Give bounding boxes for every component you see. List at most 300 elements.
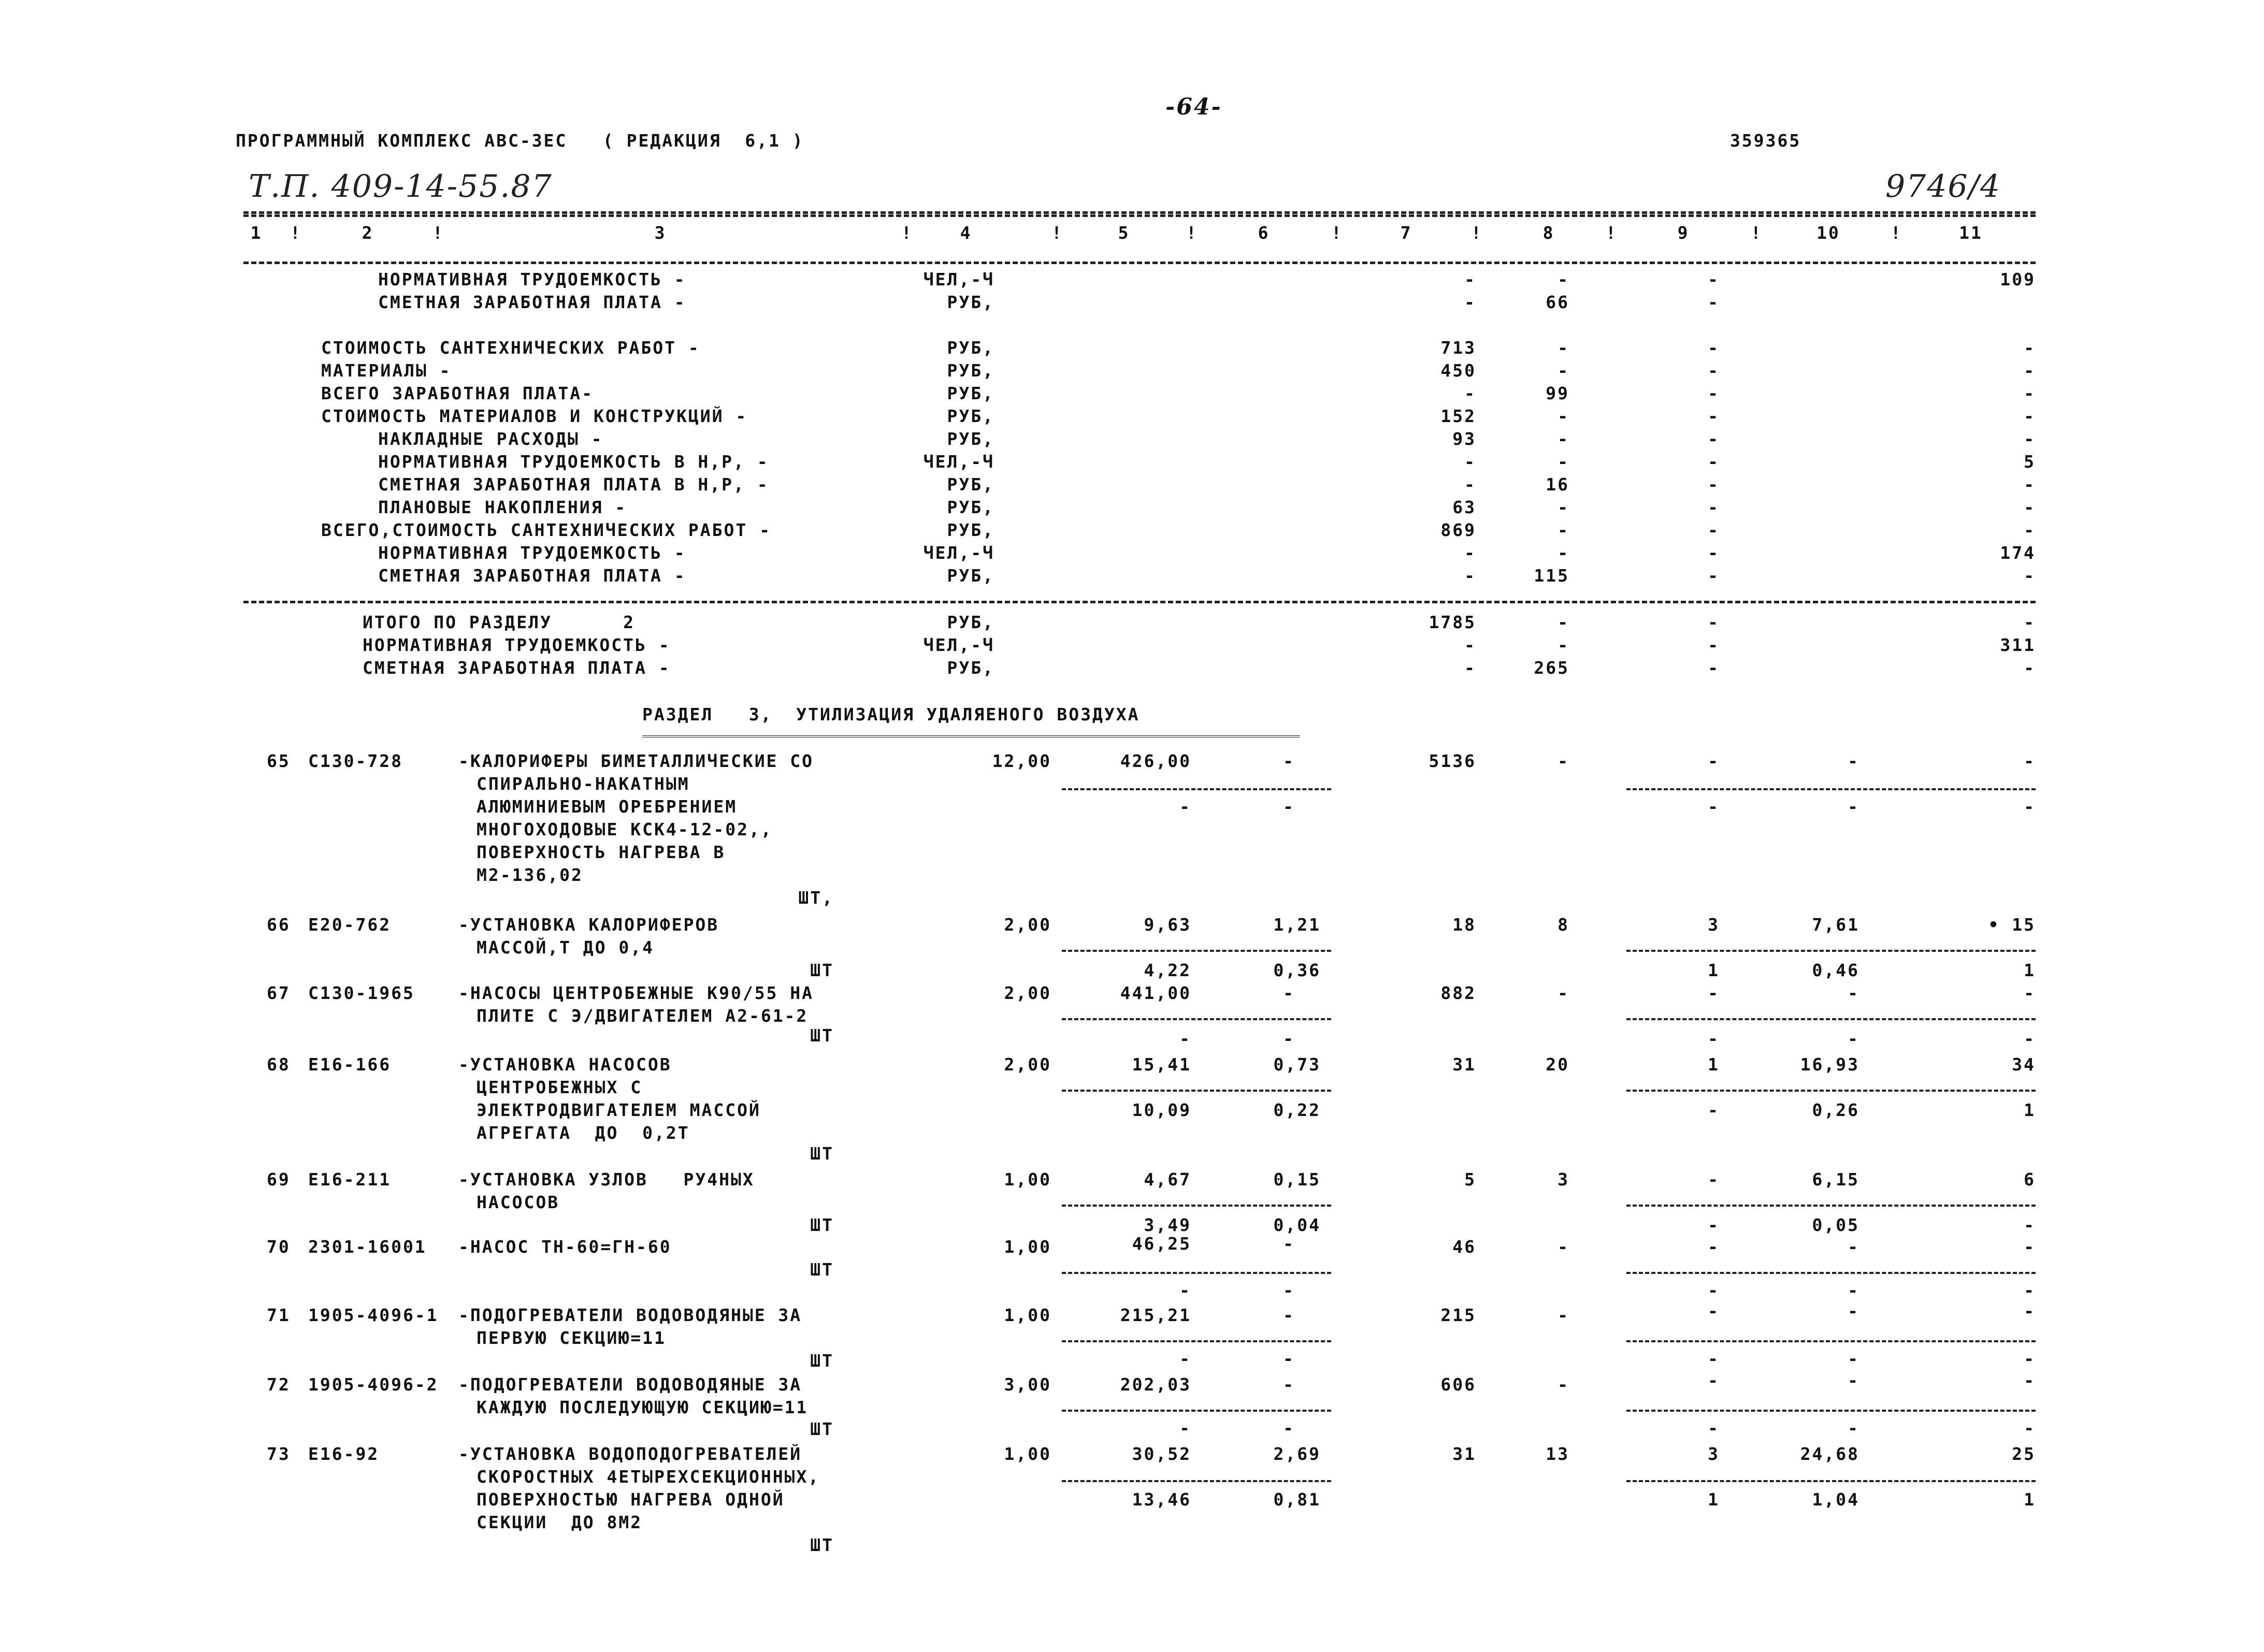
cost-c7: 63	[1452, 497, 1476, 517]
cost-c9: -	[1708, 452, 1720, 472]
program-title: ПРОГРАММНЫЙ КОМПЛЕКС АВС-3ЕС ( РЕДАКЦИЯ 6,1 )	[236, 131, 804, 151]
row-desc-line: -НАСОСЫ ЦЕНТРОБЕЖНЫЕ К90/55 НА	[458, 983, 814, 1003]
cost-unit: РУБ,	[947, 406, 994, 426]
row-c5: 46,25	[1132, 1234, 1191, 1254]
column-header: 11	[1959, 223, 1983, 243]
cost-c8: -	[1558, 452, 1569, 472]
row-desc-line: НАСОСОВ	[477, 1192, 560, 1212]
cost-label: НОРМАТИВНАЯ ТРУДОЕМКОСТЬ -	[378, 543, 686, 563]
row-c6b: -	[1283, 796, 1295, 817]
row-c11b: -	[2024, 1349, 2036, 1369]
row-number: 71	[267, 1305, 291, 1325]
cost-c9: -	[1708, 566, 1720, 586]
cost-c11: -	[2024, 566, 2036, 586]
cost-unit: РУБ,	[947, 474, 994, 495]
row-number: 72	[267, 1374, 291, 1395]
row-unit: ШТ	[810, 1215, 834, 1235]
column-sep: !	[1606, 223, 1618, 243]
row-c9: -	[1708, 751, 1720, 771]
cost-c11: 174	[2000, 543, 2036, 563]
row-c9b: -	[1708, 1028, 1720, 1049]
total-label: ИТОГО ПО РАЗДЕЛУ 2	[363, 612, 635, 632]
cost-c7: -	[1464, 383, 1476, 403]
document-code: 359365	[1730, 131, 1801, 151]
row-c10b: -	[1848, 796, 1859, 817]
total-c9: -	[1708, 612, 1720, 632]
row-unit: ШТ	[810, 1025, 834, 1046]
cost-unit: РУБ,	[947, 383, 994, 403]
row-c10b: 1,04	[1812, 1489, 1859, 1510]
row-subrule	[1626, 950, 2036, 952]
row-subrule	[1062, 1272, 1331, 1274]
row-c6b: 0,22	[1273, 1100, 1321, 1120]
row-desc-line: -УСТАНОВКА НАСОСОВ	[458, 1054, 672, 1075]
cost-c8: -	[1558, 360, 1569, 381]
row-desc-line: -КАЛОРИФЕРЫ БИМЕТАЛЛИЧЕСКИЕ СО	[458, 751, 814, 771]
cost-c8: -	[1558, 497, 1569, 517]
header-top-rule-2	[243, 214, 2036, 217]
total-c7: 1785	[1429, 612, 1476, 632]
total-label: НОРМАТИВНАЯ ТРУДОЕМКОСТЬ -	[363, 635, 671, 655]
summary-c7: -	[1464, 269, 1476, 289]
header-bottom-rule	[243, 262, 2036, 264]
row-desc-line: -УСТАНОВКА КАЛОРИФЕРОВ	[458, 915, 719, 935]
row-c10b: 0,46	[1812, 960, 1859, 980]
cost-label: СМЕТНАЯ ЗАРАБОТНАЯ ПЛАТА -	[378, 566, 686, 586]
row-code: Е16-211	[308, 1169, 392, 1190]
cost-unit: ЧЕЛ,-Ч	[923, 452, 994, 472]
row-c5b: 3,49	[1144, 1215, 1191, 1235]
cost-unit: РУБ,	[947, 520, 994, 540]
row-c6: -	[1283, 1374, 1295, 1395]
row-c5b: 10,09	[1132, 1100, 1191, 1120]
row-c11: -	[2024, 1237, 2036, 1257]
row-c5: 15,41	[1132, 1054, 1191, 1075]
column-header: 2	[362, 223, 374, 243]
row-desc-line: АГРЕГАТА ДО 0,2Т	[477, 1123, 690, 1143]
row-c4: 2,00	[1004, 1054, 1051, 1075]
total-c8: -	[1558, 635, 1569, 655]
cost-c11: -	[2024, 497, 2036, 517]
row-c4: 3,00	[1004, 1374, 1051, 1395]
row-desc-line: ПОВЕРХНОСТЬЮ НАГРЕВА ОДНОЙ	[477, 1489, 785, 1510]
cost-c9: -	[1708, 429, 1720, 449]
row-desc-line: -НАСОС ТН-60=ГН-60	[458, 1237, 672, 1257]
row-c7: 5	[1464, 1169, 1476, 1190]
row-subrule	[1062, 788, 1331, 790]
section-title: РАЗДЕЛ 3, УТИЛИЗАЦИЯ УДАЛЯЕНОГО ВОЗДУХА	[642, 704, 1140, 724]
column-sep: !	[290, 223, 302, 243]
cost-c7: -	[1464, 566, 1476, 586]
cost-c9: -	[1708, 338, 1720, 358]
cost-c9: -	[1708, 474, 1720, 495]
row-subrule	[1626, 1480, 2036, 1482]
cost-c7: 93	[1452, 429, 1476, 449]
row-c6b: -	[1283, 1280, 1295, 1300]
cost-label: ПЛАНОВЫЕ НАКОПЛЕНИЯ -	[378, 497, 627, 517]
row-subrule	[1062, 1090, 1331, 1092]
cost-c8: -	[1558, 520, 1569, 540]
row-c8: -	[1558, 751, 1569, 771]
row-desc-line: ЦЕНТРОБЕЖНЫХ С	[477, 1077, 643, 1097]
total-c11: -	[2024, 658, 2036, 678]
column-header: 10	[1816, 223, 1840, 243]
row-subrule	[1626, 1205, 2036, 1207]
row-c6: 0,73	[1273, 1054, 1321, 1075]
row-c9: -	[1708, 1301, 1720, 1321]
row-c5b: 13,46	[1132, 1489, 1191, 1510]
row-c6: -	[1283, 1234, 1295, 1254]
row-c7: 606	[1440, 1374, 1476, 1395]
column-header: 3	[654, 223, 667, 243]
column-header: 7	[1400, 223, 1412, 243]
cost-c7: -	[1464, 474, 1476, 495]
cost-c11: 5	[2024, 452, 2036, 472]
row-desc-line: СПИРАЛЬНО-НАКАТНЫМ	[477, 774, 690, 794]
row-desc-line: ЭЛЕКТРОДВИГАТЕЛЕМ МАССОЙ	[477, 1100, 761, 1120]
column-header: 5	[1118, 223, 1130, 243]
cost-c8: -	[1558, 338, 1569, 358]
row-c9b: -	[1708, 796, 1720, 817]
cost-c9: -	[1708, 520, 1720, 540]
column-sep: !	[1186, 223, 1198, 243]
row-code: 1905-4096-1	[308, 1305, 439, 1325]
row-c11: • 15	[1988, 915, 2036, 935]
total-c7: -	[1464, 635, 1476, 655]
project-number-handwritten: Т.П. 409-14-55.87	[249, 168, 553, 205]
row-desc-line: МНОГОХОДОВЫЕ КСК4-12-02,,	[477, 819, 773, 839]
row-c6: -	[1283, 751, 1295, 771]
cost-unit: РУБ,	[947, 429, 994, 449]
row-subrule	[1626, 1340, 2036, 1342]
row-c10: -	[1848, 1370, 1859, 1390]
row-c10b: -	[1848, 1418, 1859, 1438]
row-c8: -	[1558, 1305, 1569, 1325]
row-c6b: -	[1283, 1028, 1295, 1049]
row-c8: 13	[1546, 1444, 1569, 1464]
cost-label: ВСЕГО ЗАРАБОТНАЯ ПЛАТА-	[321, 383, 594, 403]
row-subrule	[1626, 1090, 2036, 1092]
row-c6: 1,21	[1273, 915, 1321, 935]
row-c9: -	[1708, 1370, 1720, 1390]
row-c4: 1,00	[1004, 1169, 1051, 1190]
total-c9: -	[1708, 635, 1720, 655]
cost-label: СМЕТНАЯ ЗАРАБОТНАЯ ПЛАТА В Н,Р, -	[378, 474, 769, 495]
row-c5: 4,67	[1144, 1169, 1191, 1190]
row-desc-line: СКОРОСТНЫХ 4ЕТЫРЕХСЕКЦИОННЫХ,	[477, 1467, 820, 1487]
row-c7: 215	[1440, 1305, 1476, 1325]
row-c6: -	[1283, 983, 1295, 1003]
row-number: 66	[267, 915, 291, 935]
header-top-rule	[243, 211, 2036, 214]
cost-c8: -	[1558, 406, 1569, 426]
row-unit: ШТ	[810, 1535, 834, 1555]
row-c10: -	[1848, 983, 1859, 1003]
row-c9: -	[1708, 1237, 1720, 1257]
row-c10: -	[1848, 1237, 1859, 1257]
cost-c11: -	[2024, 474, 2036, 495]
row-unit: ШТ	[810, 1419, 834, 1439]
row-subrule	[1626, 1272, 2036, 1274]
cost-c8: 16	[1546, 474, 1569, 495]
row-c5: 30,52	[1132, 1444, 1191, 1464]
row-number: 68	[267, 1054, 291, 1075]
row-c8: 3	[1558, 1169, 1569, 1190]
row-c11: -	[2024, 751, 2036, 771]
row-c7: 31	[1452, 1054, 1476, 1075]
row-c6: 0,15	[1273, 1169, 1321, 1190]
row-c9b: -	[1708, 1100, 1720, 1120]
row-subrule	[1626, 788, 2036, 790]
cost-c11: -	[2024, 383, 2036, 403]
row-c5b: -	[1179, 1349, 1191, 1369]
row-number: 73	[267, 1444, 291, 1464]
cost-c7: 450	[1440, 360, 1476, 381]
row-c10: -	[1848, 1301, 1859, 1321]
total-unit: РУБ,	[947, 658, 994, 678]
summary-c8: -	[1558, 269, 1569, 289]
row-c10b: 0,05	[1812, 1215, 1859, 1235]
summary-unit: РУБ,	[947, 292, 994, 312]
row-c9: 3	[1708, 915, 1720, 935]
row-c9b: -	[1708, 1349, 1720, 1369]
total-c8: 265	[1534, 658, 1569, 678]
cost-unit: РУБ,	[947, 360, 994, 381]
total-unit: РУБ,	[947, 612, 994, 632]
row-c11b: 1	[2024, 960, 2036, 980]
cost-c7: 713	[1440, 338, 1476, 358]
summary-unit: ЧЕЛ,-Ч	[923, 269, 994, 289]
cost-c7: -	[1464, 543, 1476, 563]
row-desc-line: -УСТАНОВКА ВОДОПОДОГРЕВАТЕЛЕЙ	[458, 1444, 802, 1464]
cost-c9: -	[1708, 383, 1720, 403]
cost-c11: -	[2024, 429, 2036, 449]
row-desc-line: КАЖДУЮ ПОСЛЕДУЮЩУЮ СЕКЦИЮ=11	[477, 1397, 809, 1417]
row-c4: 1,00	[1004, 1444, 1051, 1464]
row-subrule	[1062, 1480, 1331, 1482]
row-unit: ШТ	[810, 1143, 834, 1164]
row-c7: 46	[1452, 1237, 1476, 1257]
row-c5: 215,21	[1120, 1305, 1191, 1325]
row-c11b: -	[2024, 1418, 2036, 1438]
row-desc-line: ПЕРВУЮ СЕКЦИЮ=11	[477, 1328, 666, 1348]
row-unit: ШТ	[810, 960, 834, 980]
row-code: С130-1965	[308, 983, 415, 1003]
row-c10b: -	[1848, 1280, 1859, 1300]
row-code: 2301-16001	[308, 1237, 427, 1257]
row-c10: 16,93	[1800, 1054, 1859, 1075]
row-c6b: -	[1283, 1349, 1295, 1369]
row-c10: 7,61	[1812, 915, 1859, 935]
column-sep: !	[432, 223, 444, 243]
row-c5b: -	[1179, 1028, 1191, 1049]
section-title-underline	[642, 735, 1300, 737]
cost-unit: РУБ,	[947, 566, 994, 586]
summary-label: НОРМАТИВНАЯ ТРУДОЕМКОСТЬ -	[378, 269, 686, 289]
column-header: 8	[1542, 223, 1555, 243]
row-c8: 20	[1546, 1054, 1569, 1075]
total-unit: ЧЕЛ,-Ч	[923, 635, 994, 655]
row-c11: -	[2024, 983, 2036, 1003]
row-number: 69	[267, 1169, 291, 1190]
row-c9: -	[1708, 1169, 1720, 1190]
row-c11: 25	[2012, 1444, 2036, 1464]
row-c11: -	[2024, 1301, 2036, 1321]
row-c5b: -	[1179, 1280, 1191, 1300]
summary-c11: 109	[2000, 269, 2036, 289]
row-c7: 18	[1452, 915, 1476, 935]
row-c11b: 1	[2024, 1100, 2036, 1120]
row-code: 1905-4096-2	[308, 1374, 439, 1395]
row-c5b: -	[1179, 796, 1191, 817]
row-c5b: -	[1179, 1418, 1191, 1438]
row-c6: -	[1283, 1305, 1295, 1325]
row-desc-line: ПЛИТЕ С Э/ДВИГАТЕЛЕМ А2-61-2	[477, 1006, 809, 1026]
row-c4: 2,00	[1004, 983, 1051, 1003]
cost-c9: -	[1708, 360, 1720, 381]
row-c11: 6	[2024, 1169, 2036, 1190]
row-c5: 441,00	[1120, 983, 1191, 1003]
row-number: 70	[267, 1237, 291, 1257]
row-c10b: -	[1848, 1349, 1859, 1369]
column-header: 4	[960, 223, 972, 243]
row-c4: 12,00	[992, 751, 1051, 771]
row-c9b: -	[1708, 1215, 1720, 1235]
row-desc-line: -ПОДОГРЕВАТЕЛИ ВОДОВОДЯНЫЕ ЗА	[458, 1374, 802, 1395]
row-c8: 8	[1558, 915, 1569, 935]
row-desc-line: -УСТАНОВКА УЗЛОВ РУ4НЫХ	[458, 1169, 755, 1190]
row-c10: -	[1848, 751, 1859, 771]
cost-unit: РУБ,	[947, 497, 994, 517]
row-c4: 1,00	[1004, 1305, 1051, 1325]
column-sep: !	[1331, 223, 1343, 243]
cost-c11: -	[2024, 360, 2036, 381]
cost-label: НАКЛАДНЫЕ РАСХОДЫ -	[378, 429, 603, 449]
row-code: Е16-166	[308, 1054, 392, 1075]
total-c8: -	[1558, 612, 1569, 632]
row-desc-line: М2-136,02	[477, 865, 583, 885]
row-c4: 1,00	[1004, 1237, 1051, 1257]
summary-c9: -	[1708, 292, 1720, 312]
cost-c9: -	[1708, 406, 1720, 426]
cost-unit: ЧЕЛ,-Ч	[923, 543, 994, 563]
section-total-rule	[243, 601, 2036, 603]
page-number: -64-	[1165, 94, 1222, 120]
row-c5b: 4,22	[1144, 960, 1191, 980]
row-code: С130-728	[308, 751, 403, 771]
row-c9: -	[1708, 983, 1720, 1003]
row-desc-line: ПОВЕРХНОСТЬ НАГРЕВА В	[477, 842, 726, 862]
summary-c9: -	[1708, 269, 1720, 289]
summary-label: СМЕТНАЯ ЗАРАБОТНАЯ ПЛАТА -	[378, 292, 686, 312]
row-c9b: 1	[1708, 960, 1720, 980]
row-c11b: -	[2024, 1028, 2036, 1049]
column-header: 9	[1677, 223, 1690, 243]
row-c4: 2,00	[1004, 915, 1051, 935]
row-c9b: -	[1708, 1418, 1720, 1438]
row-c10b: 0,26	[1812, 1100, 1859, 1120]
column-sep: !	[1751, 223, 1763, 243]
total-label: СМЕТНАЯ ЗАРАБОТНАЯ ПЛАТА -	[363, 658, 671, 678]
row-c9: 1	[1708, 1054, 1720, 1075]
row-c9: 3	[1708, 1444, 1720, 1464]
cost-label: ВСЕГО,СТОИМОСТЬ САНТЕХНИЧЕСКИХ РАБОТ -	[321, 520, 771, 540]
cost-c7: -	[1464, 452, 1476, 472]
row-subrule	[1062, 1205, 1331, 1207]
cost-c8: -	[1558, 429, 1569, 449]
row-code: Е20-762	[308, 915, 392, 935]
row-subrule	[1062, 1018, 1331, 1020]
column-sep: !	[1471, 223, 1483, 243]
cost-c11: -	[2024, 520, 2036, 540]
cost-c9: -	[1708, 497, 1720, 517]
total-c11: 311	[2000, 635, 2036, 655]
row-c11b: -	[2024, 1215, 2036, 1235]
column-sep: !	[901, 223, 913, 243]
sheet-number-handwritten: 9746/4	[1885, 168, 2001, 205]
row-subrule	[1626, 1018, 2036, 1020]
cost-c8: -	[1558, 543, 1569, 563]
row-desc-line: МАССОЙ,Т ДО 0,4	[477, 937, 655, 958]
row-c11: -	[2024, 1370, 2036, 1390]
row-c11b: -	[2024, 1280, 2036, 1300]
row-subrule	[1062, 1340, 1331, 1342]
summary-c7: -	[1464, 292, 1476, 312]
row-c6b: 0,04	[1273, 1215, 1321, 1235]
cost-c8: 115	[1534, 566, 1569, 586]
row-number: 67	[267, 983, 291, 1003]
row-c6b: 0,81	[1273, 1489, 1321, 1510]
row-number: 65	[267, 751, 291, 771]
cost-c11: -	[2024, 406, 2036, 426]
cost-unit: РУБ,	[947, 338, 994, 358]
cost-c8: 99	[1546, 383, 1569, 403]
row-c9b: -	[1708, 1280, 1720, 1300]
row-c10: 24,68	[1800, 1444, 1859, 1464]
row-code: Е16-92	[308, 1444, 380, 1464]
row-c8: -	[1558, 1237, 1569, 1257]
row-unit: ШТ	[810, 1259, 834, 1280]
row-c6: 2,69	[1273, 1444, 1321, 1464]
column-sep: !	[1891, 223, 1902, 243]
row-c11b: 1	[2024, 1489, 2036, 1510]
row-c11: 34	[2012, 1054, 2036, 1075]
cost-c7: 869	[1440, 520, 1476, 540]
row-c10b: -	[1848, 1028, 1859, 1049]
row-c11b: -	[2024, 796, 2036, 817]
total-c11: -	[2024, 612, 2036, 632]
row-unit: ШТ	[810, 1351, 834, 1371]
cost-c11: -	[2024, 338, 2036, 358]
row-c5: 426,00	[1120, 751, 1191, 771]
row-desc-line: СЕКЦИИ ДО 8М2	[477, 1512, 643, 1532]
column-sep: !	[1051, 223, 1063, 243]
row-desc-line: -ПОДОГРЕВАТЕЛИ ВОДОВОДЯНЫЕ ЗА	[458, 1305, 802, 1325]
row-desc-line: АЛЮМИНИЕВЫМ ОРЕБРЕНИЕМ	[477, 796, 738, 817]
row-unit: ШТ,	[798, 888, 834, 908]
row-subrule	[1062, 950, 1331, 952]
total-c7: -	[1464, 658, 1476, 678]
row-c9b: 1	[1708, 1489, 1720, 1510]
cost-c9: -	[1708, 543, 1720, 563]
column-header: 6	[1258, 223, 1270, 243]
cost-label: НОРМАТИВНАЯ ТРУДОЕМКОСТЬ В Н,Р, -	[378, 452, 769, 472]
row-c7: 31	[1452, 1444, 1476, 1464]
row-c8: -	[1558, 983, 1569, 1003]
row-c5: 202,03	[1120, 1374, 1191, 1395]
row-c7: 882	[1440, 983, 1476, 1003]
summary-c8: 66	[1546, 292, 1569, 312]
